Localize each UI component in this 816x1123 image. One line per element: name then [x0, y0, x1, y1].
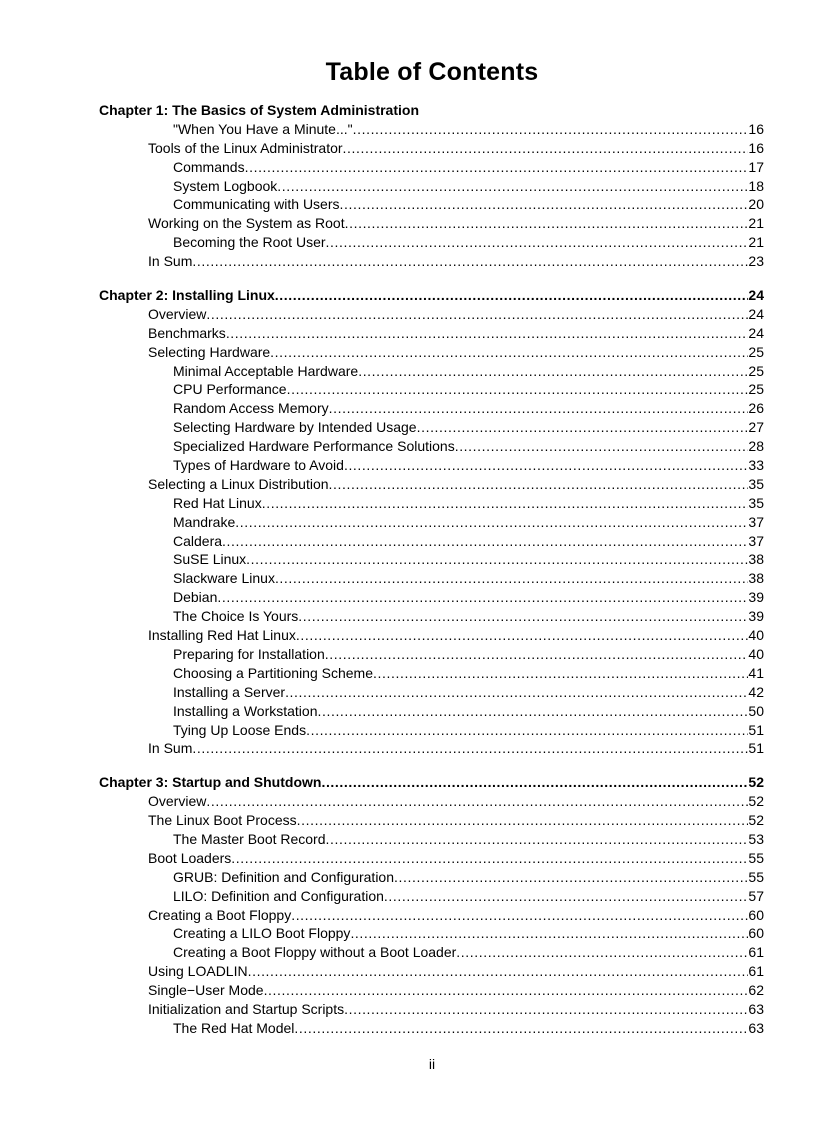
entry-page-number: 37 — [748, 532, 764, 549]
entry-title: The Linux Boot Process — [148, 812, 297, 829]
entry-title: Selecting a Linux Distribution — [148, 475, 329, 492]
entry-title: Selecting Hardware by Intended Usage — [173, 419, 417, 436]
page-number-footer: ii — [428, 1056, 436, 1072]
dot-leader — [358, 362, 748, 381]
entry-page-number: 42 — [748, 683, 764, 700]
entry-title: Communicating with Users — [173, 196, 340, 213]
entry-page-number: 21 — [748, 215, 764, 232]
entry-title: Using LOADLIN — [148, 963, 248, 980]
toc-section-entry[interactable] — [99, 849, 764, 868]
dot-leader — [294, 1019, 748, 1038]
dot-leader — [329, 399, 749, 418]
dot-leader — [275, 286, 749, 305]
toc-section-entry[interactable] — [99, 962, 764, 981]
toc-subsection-entry[interactable] — [99, 924, 764, 943]
toc-subsection-entry[interactable] — [99, 702, 764, 721]
table-of-contents — [99, 101, 764, 1053]
dot-leader — [417, 418, 749, 437]
dot-leader — [235, 513, 748, 532]
toc-subsection-entry[interactable] — [99, 362, 764, 381]
toc-section-entry[interactable] — [99, 343, 764, 362]
entry-title: Commands — [173, 158, 245, 175]
chapter-page-number: 24 — [748, 287, 764, 304]
entry-title: Boot Loaders — [148, 849, 232, 866]
dot-leader — [206, 305, 748, 324]
entry-title: In Sum — [148, 740, 193, 757]
toc-section-entry[interactable] — [99, 475, 764, 494]
entry-page-number: 25 — [748, 381, 764, 398]
dot-leader — [192, 739, 748, 758]
toc-section-entry[interactable] — [99, 981, 764, 1000]
entry-page-number: 25 — [748, 362, 764, 379]
entry-page-number: 38 — [748, 551, 764, 568]
entry-page-number: 51 — [748, 721, 764, 738]
dot-leader — [350, 924, 748, 943]
chapter-heading[interactable] — [99, 286, 764, 305]
toc-subsection-entry[interactable] — [99, 380, 764, 399]
dot-leader — [298, 607, 748, 626]
entry-page-number: 39 — [748, 589, 764, 606]
dot-leader — [384, 887, 749, 906]
toc-subsection-entry[interactable] — [99, 683, 764, 702]
entry-page-number: 23 — [748, 253, 764, 270]
entry-page-number: 20 — [748, 196, 764, 213]
page-title: Table of Contents — [325, 58, 539, 86]
entry-title: Installing a Workstation — [173, 702, 318, 719]
toc-section-entry[interactable] — [99, 214, 764, 233]
toc-section-entry[interactable] — [99, 139, 764, 158]
dot-leader — [326, 233, 749, 252]
entry-page-number: 40 — [748, 627, 764, 644]
entry-title: The Choice Is Yours — [173, 608, 299, 625]
toc-subsection-entry[interactable] — [99, 158, 764, 177]
entry-page-number: 55 — [748, 868, 764, 885]
entry-title: Caldera — [173, 532, 223, 549]
entry-title: Types of Hardware to Avoid — [173, 457, 344, 474]
entry-title: GRUB: Definition and Configuration — [173, 868, 395, 885]
dot-leader — [285, 683, 748, 702]
entry-page-number: 41 — [748, 664, 764, 681]
dot-leader — [192, 252, 748, 271]
toc-subsection-entry[interactable] — [99, 721, 764, 740]
entry-page-number: 16 — [748, 139, 764, 156]
entry-title: Specialized Hardware Performance Solutions — [173, 438, 455, 455]
toc-subsection-entry[interactable] — [99, 195, 764, 214]
chapter-block — [99, 101, 764, 271]
entry-page-number: 51 — [748, 740, 764, 757]
entry-page-number: 37 — [748, 513, 764, 530]
entry-title: The Master Boot Record — [173, 830, 326, 847]
chapter-title: Chapter 3: Startup and Shutdown — [99, 774, 322, 791]
toc-section-entry[interactable] — [99, 811, 764, 830]
entry-title: CPU Performance — [173, 381, 287, 398]
entry-title: Debian — [173, 589, 218, 606]
entry-page-number: 61 — [748, 944, 764, 961]
toc-subsection-entry[interactable] — [99, 550, 764, 569]
dot-leader — [245, 158, 749, 177]
toc-subsection-entry[interactable] — [99, 494, 764, 513]
entry-page-number: 53 — [748, 830, 764, 847]
dot-leader — [248, 962, 749, 981]
entry-title: Tying Up Loose Ends — [173, 721, 307, 738]
entry-title: Creating a LILO Boot Floppy — [173, 925, 351, 942]
toc-section-entry[interactable] — [99, 739, 764, 758]
toc-subsection-entry[interactable] — [99, 645, 764, 664]
dot-leader — [264, 981, 749, 1000]
entry-title: Selecting Hardware — [148, 343, 271, 360]
entry-title: Initialization and Startup Scripts — [148, 1000, 345, 1017]
entry-title: Slackware Linux — [173, 570, 275, 587]
toc-subsection-entry[interactable] — [99, 664, 764, 683]
entry-page-number: 17 — [748, 158, 764, 175]
dot-leader — [296, 626, 749, 645]
dot-leader — [326, 830, 749, 849]
entry-title: Working on the System as Root — [148, 215, 345, 232]
entry-page-number: 63 — [748, 1019, 764, 1036]
entry-title: Choosing a Partitioning Scheme — [173, 664, 374, 681]
entry-title: Single−User Mode — [148, 982, 264, 999]
entry-title: Random Access Memory — [173, 400, 329, 417]
entry-title: "When You Have a Minute..." — [173, 120, 353, 137]
entry-page-number: 60 — [748, 925, 764, 942]
toc-section-entry[interactable] — [99, 324, 764, 343]
entry-page-number: 21 — [748, 234, 764, 251]
entry-title: Red Hat Linux — [173, 494, 262, 511]
toc-subsection-entry[interactable] — [99, 532, 764, 551]
entry-page-number: 35 — [748, 475, 764, 492]
entry-title: In Sum — [148, 253, 193, 270]
entry-page-number: 52 — [748, 812, 764, 829]
dot-leader — [306, 721, 748, 740]
entry-title: System Logbook — [173, 177, 278, 194]
dot-leader — [226, 324, 749, 343]
entry-page-number: 57 — [748, 887, 764, 904]
dot-leader — [456, 943, 748, 962]
toc-subsection-entry[interactable] — [99, 607, 764, 626]
dot-leader — [344, 456, 748, 475]
dot-leader — [297, 811, 749, 830]
entry-title: Minimal Acceptable Hardware — [173, 362, 359, 379]
entry-page-number: 55 — [748, 849, 764, 866]
entry-page-number: 25 — [748, 343, 764, 360]
toc-subsection-entry[interactable] — [99, 830, 764, 849]
dot-leader — [345, 214, 749, 233]
entry-title: SuSE Linux — [173, 551, 247, 568]
entry-page-number: 24 — [748, 305, 764, 322]
entry-page-number: 60 — [748, 906, 764, 923]
dot-leader — [206, 792, 748, 811]
entry-title: Creating a Boot Floppy without a Boot Loader — [173, 944, 457, 961]
entry-title: Installing a Server — [173, 683, 286, 700]
entry-title: Creating a Boot Floppy — [148, 906, 292, 923]
toc-subsection-entry[interactable] — [99, 569, 764, 588]
chapter-page-number: 52 — [748, 774, 764, 791]
dot-leader — [291, 906, 748, 925]
toc-subsection-entry[interactable] — [99, 588, 764, 607]
dot-leader — [270, 343, 748, 362]
chapter-title: Chapter 1: The Basics of System Administration — [99, 102, 419, 118]
dot-leader — [275, 569, 748, 588]
chapter-heading[interactable] — [99, 101, 764, 120]
dot-leader — [329, 475, 749, 494]
entry-page-number: 52 — [748, 793, 764, 810]
dot-leader — [394, 868, 748, 887]
toc-subsection-entry[interactable] — [99, 456, 764, 475]
entry-page-number: 24 — [748, 324, 764, 341]
toc-subsection-entry[interactable] — [99, 887, 764, 906]
entry-page-number: 40 — [748, 645, 764, 662]
toc-section-entry[interactable] — [99, 252, 764, 271]
entry-page-number: 61 — [748, 963, 764, 980]
entry-page-number: 35 — [748, 494, 764, 511]
dot-leader — [343, 139, 749, 158]
dot-leader — [287, 380, 749, 399]
entry-page-number: 16 — [748, 120, 764, 137]
dot-leader — [277, 177, 748, 196]
entry-title: Mandrake — [173, 513, 236, 530]
dot-leader — [262, 494, 749, 513]
toc-subsection-entry[interactable] — [99, 233, 764, 252]
chapter-block — [99, 773, 764, 1037]
dot-leader — [344, 1000, 748, 1019]
dot-leader — [321, 773, 748, 792]
entry-page-number: 62 — [748, 982, 764, 999]
dot-leader — [317, 702, 748, 721]
entry-page-number: 50 — [748, 702, 764, 719]
entry-page-number: 26 — [748, 400, 764, 417]
dot-leader — [353, 120, 749, 139]
toc-section-entry[interactable] — [99, 305, 764, 324]
chapter-block — [99, 286, 764, 758]
entry-page-number: 63 — [748, 1000, 764, 1017]
entry-page-number: 33 — [748, 457, 764, 474]
dot-leader — [222, 532, 748, 551]
toc-section-entry[interactable] — [99, 1000, 764, 1019]
entry-title: LILO: Definition and Configuration — [173, 887, 384, 904]
entry-title: Preparing for Installation — [173, 645, 325, 662]
entry-title: Overview — [148, 793, 207, 810]
toc-subsection-entry[interactable] — [99, 437, 764, 456]
dot-leader — [340, 195, 749, 214]
dot-leader — [325, 645, 749, 664]
entry-page-number: 38 — [748, 570, 764, 587]
entry-title: Becoming the Root User — [173, 234, 326, 251]
dot-leader — [217, 588, 748, 607]
dot-leader — [455, 437, 749, 456]
dot-leader — [231, 849, 748, 868]
toc-section-entry[interactable] — [99, 626, 764, 645]
toc-subsection-entry[interactable] — [99, 177, 764, 196]
dot-leader — [246, 550, 748, 569]
toc-subsection-entry[interactable] — [99, 1019, 764, 1038]
toc-subsection-entry[interactable] — [99, 418, 764, 437]
toc-section-entry[interactable] — [99, 792, 764, 811]
chapter-title: Chapter 2: Installing Linux — [99, 287, 275, 304]
toc-subsection-entry[interactable] — [99, 943, 764, 962]
toc-section-entry[interactable] — [99, 906, 764, 925]
dot-leader — [373, 664, 748, 683]
entry-title: Benchmarks — [148, 324, 226, 341]
entry-page-number: 28 — [748, 438, 764, 455]
entry-title: The Red Hat Model — [173, 1019, 295, 1036]
toc-subsection-entry[interactable] — [99, 513, 764, 532]
entry-title: Overview — [148, 305, 207, 322]
entry-title: Installing Red Hat Linux — [148, 627, 296, 644]
entry-page-number: 18 — [748, 177, 764, 194]
entry-page-number: 27 — [748, 419, 764, 436]
toc-subsection-entry[interactable] — [99, 399, 764, 418]
entry-page-number: 39 — [748, 608, 764, 625]
chapter-heading[interactable] — [99, 773, 764, 792]
toc-subsection-entry[interactable] — [99, 120, 764, 139]
entry-title: Tools of the Linux Administrator — [148, 139, 343, 156]
toc-subsection-entry[interactable] — [99, 868, 764, 887]
